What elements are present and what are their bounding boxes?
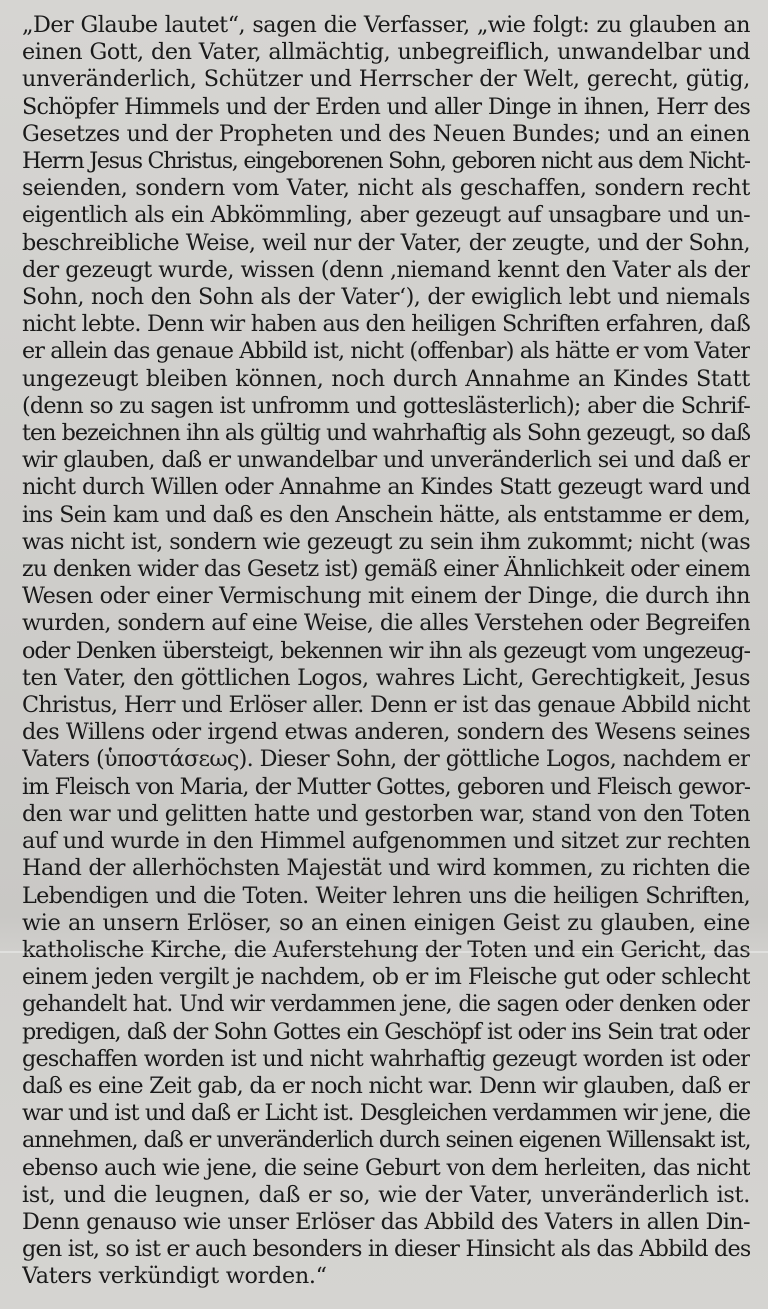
text-line: oder Denken übersteigt, bekennen wir ihn als gezeugt vom ungezeug- bbox=[22, 637, 750, 664]
text-line: ebenso auch wie jene, die seine Geburt von dem herleiten, das nicht bbox=[22, 1154, 750, 1181]
text-line: nicht durch Willen oder Annahme an Kindes Statt gezeugt ward und bbox=[22, 474, 750, 501]
text-line: Wesen oder einer Vermischung mit einem der Dinge, die durch ihn bbox=[22, 583, 750, 610]
text-line: Schöpfer Himmels und der Erden und aller Dinge in ihnen, Herr des bbox=[22, 93, 750, 120]
body-text bbox=[22, 12, 748, 1291]
text-line: eigentlich als ein Abkömmling, aber gezeugt auf unsagbare und un- bbox=[22, 202, 750, 229]
text-line: daß es eine Zeit gab, da er noch nicht war. Denn wir glauben, daß er bbox=[22, 1072, 750, 1099]
text-line: predigen, daß der Sohn Gottes ein Geschöpf ist oder ins Sein trat oder bbox=[22, 1018, 750, 1045]
text-line: (denn so zu sagen ist unfromm und gotteslästerlich); aber die Schrif- bbox=[22, 392, 750, 419]
text-line: Vaters (ὑποστάσεως). Dieser Sohn, der göttliche Logos, nachdem er bbox=[22, 746, 750, 773]
text-line: auf und wurde in den Himmel aufgenommen und sitzet zur rechten bbox=[22, 828, 750, 855]
text-line: einem jeden vergilt je nachdem, ob er im Fleische gut oder schlecht bbox=[22, 964, 750, 991]
text-line: er allein das genaue Abbild ist, nicht (offenbar) als hätte er vom Vater bbox=[22, 338, 750, 365]
text-line: unveränderlich, Schützer und Herrscher der Welt, gerecht, gütig, bbox=[22, 66, 750, 93]
text-line: katholische Kirche, die Auferstehung der Toten und ein Gericht, das bbox=[22, 936, 750, 963]
text-line: beschreibliche Weise, weil nur der Vater, der zeugte, und der Sohn, bbox=[22, 229, 750, 256]
text-line: ist, und die leugnen, daß er so, wie der Vater, unveränderlich ist. bbox=[22, 1181, 750, 1208]
text-line: den war und gelitten hatte und gestorben war, stand von den Toten bbox=[22, 800, 750, 827]
text-line: gen ist, so ist er auch besonders in dieser Hinsicht als das Abbild des bbox=[22, 1236, 750, 1263]
text-line: „Der Glaube lautet“, sagen die Verfasser, „wie folgt: zu glauben an bbox=[22, 12, 750, 38]
page-seam bbox=[0, 951, 768, 953]
text-line: gehandelt hat. Und wir verdammen jene, die sagen oder denken oder bbox=[22, 991, 750, 1018]
text-line: einen Gott, den Vater, allmächtig, unbegreiflich, unwandelbar und bbox=[22, 39, 750, 66]
text-line: wie an unsern Erlöser, so an einen einigen Geist zu glauben, eine bbox=[22, 909, 750, 936]
text-line: Herrn Jesus Christus, eingeborenen Sohn, geboren nicht aus dem Nicht- bbox=[22, 148, 750, 175]
text-line: Vaters verkündigt worden.“ bbox=[22, 1263, 327, 1290]
text-line: ins Sein kam und daß es den Anschein hätte, als entstamme er dem, bbox=[22, 501, 750, 528]
text-line: der gezeugt wurde, wissen (denn ‚niemand kennt den Vater als der bbox=[22, 256, 750, 283]
text-line: Denn genauso wie unser Erlöser das Abbild des Vaters in allen Din- bbox=[22, 1208, 750, 1235]
text-line: Gesetzes und der Propheten und des Neuen Bundes; und an einen bbox=[22, 120, 750, 147]
text-line: Sohn, noch den Sohn als der Vater‘), der ewiglich lebt und niemals bbox=[22, 284, 750, 311]
text-line: wurden, sondern auf eine Weise, die alles Verstehen oder Begreifen bbox=[22, 610, 750, 637]
text-line: annehmen, daß er unveränderlich durch seinen eigenen Willensakt ist, bbox=[22, 1127, 750, 1154]
text-line: ten bezeichnen ihn als gültig und wahrhaftig als Sohn gezeugt, so daß bbox=[22, 420, 750, 447]
text-line: Lebendigen und die Toten. Weiter lehren uns die heiligen Schriften, bbox=[22, 882, 750, 909]
text-line: des Willens oder irgend etwas anderen, sondern des Wesens seines bbox=[22, 719, 750, 746]
text-line: zu denken wider das Gesetz ist) gemäß einer Ähnlichkeit oder einem bbox=[22, 556, 750, 583]
text-line: seienden, sondern vom Vater, nicht als geschaffen, sondern recht bbox=[22, 175, 750, 202]
text-line: ungezeugt bleiben können, noch durch Annahme an Kindes Statt bbox=[22, 365, 750, 392]
text-line: wir glauben, daß er unwandelbar und unveränderlich sei und daß er bbox=[22, 447, 750, 474]
text-line: Christus, Herr und Erlöser aller. Denn er ist das genaue Abbild nicht bbox=[22, 692, 750, 719]
text-line: Hand der allerhöchsten Majestät und wird kommen, zu richten die bbox=[22, 855, 750, 882]
text-line: war und ist und daß er Licht ist. Desgleichen verdammen wir jene, die bbox=[22, 1100, 750, 1127]
text-line: was nicht ist, sondern wie gezeugt zu sein ihm zukommt; nicht (was bbox=[22, 528, 750, 555]
text-line: ten Vater, den göttlichen Logos, wahres Licht, Gerechtigkeit, Jesus bbox=[22, 664, 750, 691]
text-line: im Fleisch von Maria, der Mutter Gottes, geboren und Fleisch gewor- bbox=[22, 773, 750, 800]
text-line: geschaffen worden ist und nicht wahrhaftig gezeugt worden ist oder bbox=[22, 1045, 750, 1072]
text-line: nicht lebte. Denn wir haben aus den heiligen Schriften erfahren, daß bbox=[22, 311, 750, 338]
